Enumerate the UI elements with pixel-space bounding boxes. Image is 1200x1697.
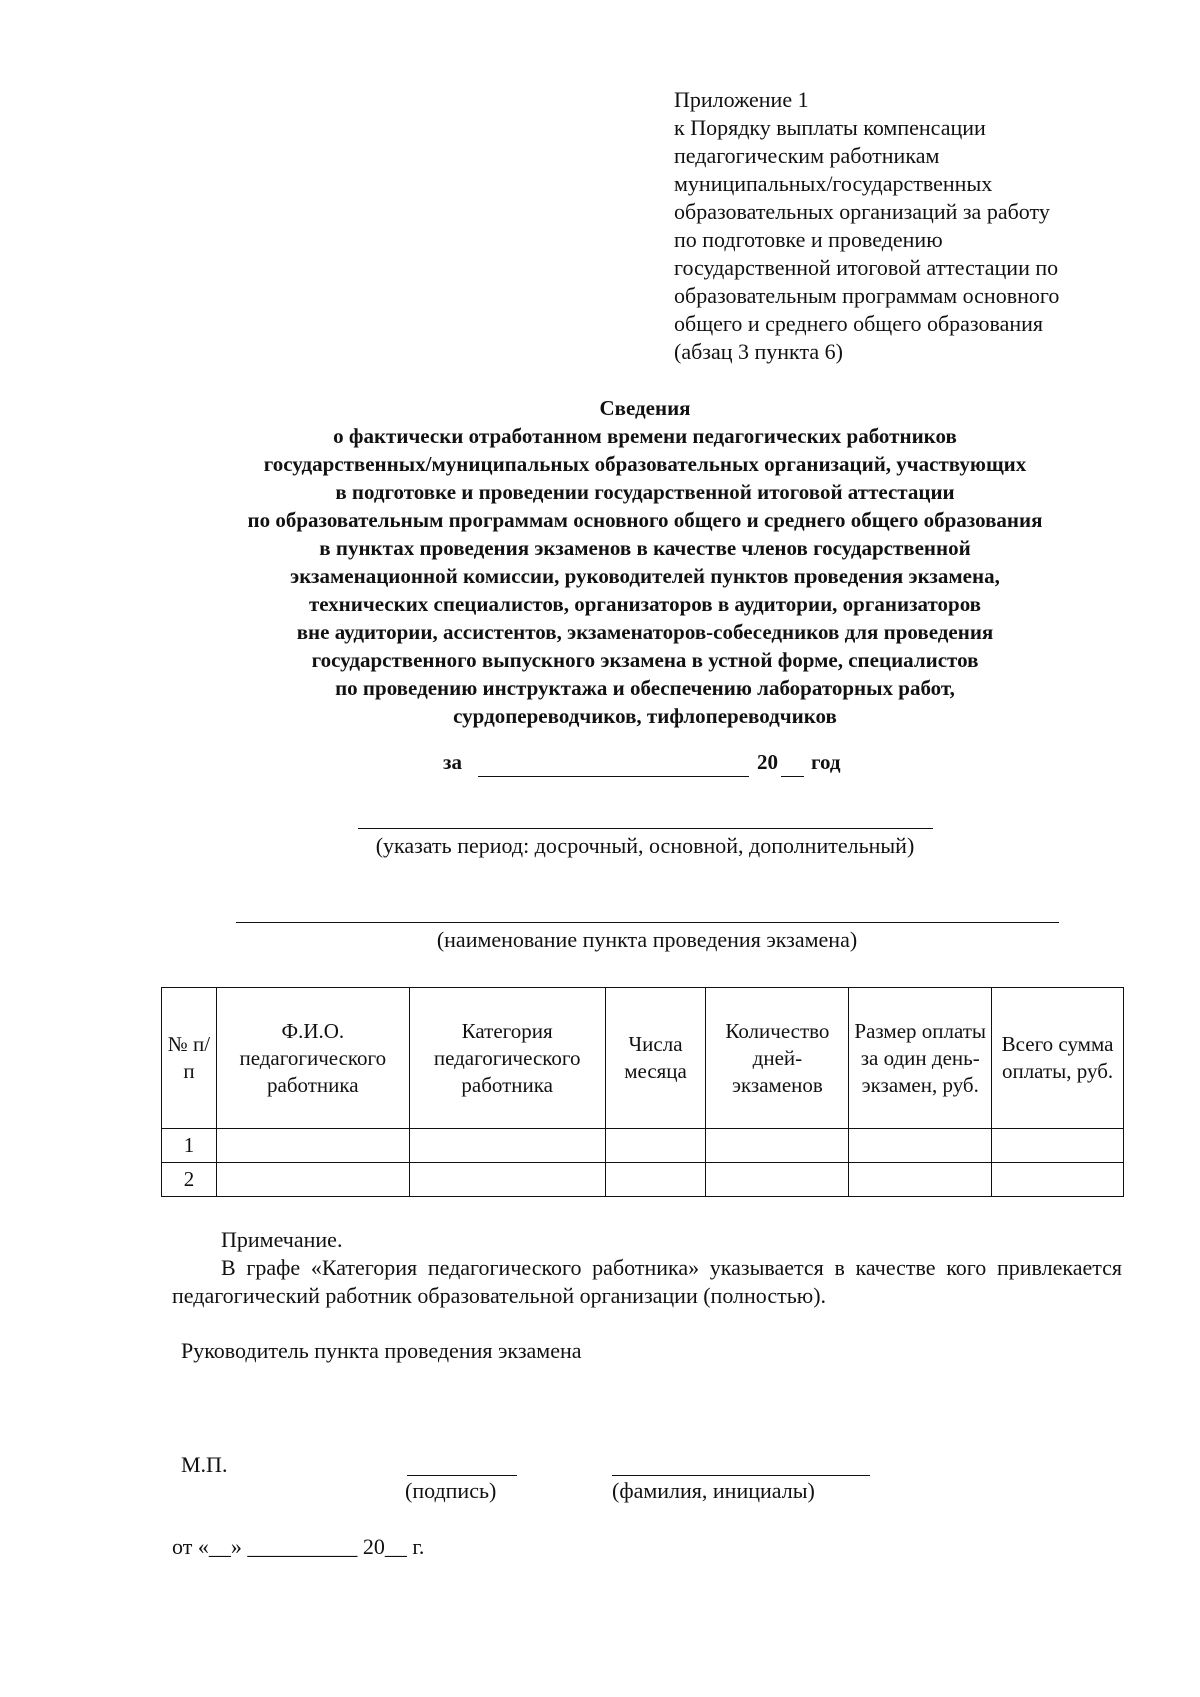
table-header-row [162, 988, 1124, 1129]
table-cell[interactable] [849, 1129, 992, 1163]
title-line: государственного выпускного экзамена в устной форме, специалистов [311, 648, 979, 672]
table-cell[interactable] [706, 1129, 849, 1163]
col-header-category: Категория педагогического работника [409, 988, 605, 1129]
appendix-line: к Порядку выплаты компенсации [674, 115, 986, 140]
year-prefix: 20 [757, 750, 778, 774]
appendix-line: государственной итоговой аттестации по [674, 255, 1059, 280]
table-cell[interactable] [605, 1129, 706, 1163]
appendix-line: образовательных организаций за работу [674, 199, 1050, 224]
col-header-name: Ф.И.О. педагогического работника [216, 988, 409, 1129]
col-header-dates: Числа месяца [605, 988, 706, 1129]
table-cell[interactable] [849, 1163, 992, 1197]
payment-table [161, 987, 1124, 1197]
title-line: вне аудитории, ассистентов, экзаменаторов-собеседников для проведения [296, 620, 994, 644]
exam-point-caption: (наименование пункта проведения экзамена) [436, 927, 858, 952]
period-blank-field[interactable] [478, 776, 749, 777]
appendix-block [674, 86, 1174, 366]
title-line: государственных/муниципальных образовательных организаций, участвующих [263, 452, 1027, 476]
table-cell[interactable] [605, 1163, 706, 1197]
appendix-line: образовательным программам основного [674, 283, 1060, 308]
title-line: сурдопереводчиков, тифлопереводчиков [453, 704, 837, 728]
col-header-daily-rate: Размер оплаты за один день-экзамен, руб. [849, 988, 992, 1129]
appendix-line: Приложение 1 [674, 87, 809, 112]
title-line: Сведения [599, 396, 691, 420]
note-text: В графе «Категория педагогического работника» указывается в качестве кого привлекается педагогический работник образовательной организации (полностью). [172, 1255, 1122, 1308]
title-line: по образовательным программам основного общего и среднего общего образования [247, 508, 1043, 532]
name-initials-field[interactable] [612, 1475, 870, 1476]
period-type-caption: (указать период: досрочный, основной, дополнительный) [375, 833, 915, 858]
table-cell[interactable] [216, 1163, 409, 1197]
title-line: о фактически отработанном времени педагогических работников [333, 424, 957, 448]
period-row [0, 750, 1200, 780]
col-header-total: Всего сумма оплаты, руб. [992, 988, 1124, 1129]
table-cell[interactable] [992, 1129, 1124, 1163]
period-type-field[interactable] [358, 828, 933, 829]
signature-field[interactable] [407, 1475, 517, 1476]
name-initials-caption: (фамилия, инициалы) [612, 1478, 815, 1503]
appendix-line: по подготовке и проведению [674, 227, 943, 252]
note-block [172, 1226, 1122, 1310]
table-cell[interactable] [992, 1163, 1124, 1197]
period-prefix: за [443, 750, 462, 774]
title-line: технических специалистов, организаторов в аудитории, организаторов [308, 592, 982, 616]
table-cell-number: 1 [162, 1129, 217, 1163]
document-title [100, 394, 1190, 730]
appendix-line: муниципальных/государственных [674, 171, 993, 196]
title-line: в пунктах проведения экзаменов в качестве членов государственной [319, 536, 971, 560]
signature-caption: (подпись) [405, 1478, 497, 1503]
title-line: по проведению инструктажа и обеспечению лабораторных работ, [335, 676, 955, 700]
table-cell[interactable] [706, 1163, 849, 1197]
col-header-days-count: Количество дней-экзаменов [706, 988, 849, 1129]
table-cell[interactable] [216, 1129, 409, 1163]
date-line[interactable]: от «__» __________ 20__ г. [172, 1534, 425, 1559]
appendix-line: (абзац 3 пункта 6) [674, 339, 843, 364]
title-line: экзаменационной комиссии, руководителей пунктов проведения экзамена, [290, 564, 1000, 588]
head-of-exam-point-label: Руководитель пункта проведения экзамена [181, 1338, 582, 1363]
table-row [162, 1163, 1124, 1197]
table-cell[interactable] [409, 1163, 605, 1197]
col-header-number: № п/п [162, 988, 217, 1129]
table-row [162, 1129, 1124, 1163]
year-blank-field[interactable] [781, 776, 804, 777]
table-cell-number: 2 [162, 1163, 217, 1197]
exam-point-field[interactable] [236, 922, 1059, 923]
note-heading: Примечание. [221, 1227, 343, 1252]
stamp-place-label: М.П. [181, 1452, 228, 1477]
table-cell[interactable] [409, 1129, 605, 1163]
title-line: в подготовке и проведении государственной итоговой аттестации [335, 480, 955, 504]
appendix-line: педагогическим работникам [674, 143, 940, 168]
year-suffix: год [811, 750, 841, 774]
appendix-line: общего и среднего общего образования [674, 311, 1044, 336]
